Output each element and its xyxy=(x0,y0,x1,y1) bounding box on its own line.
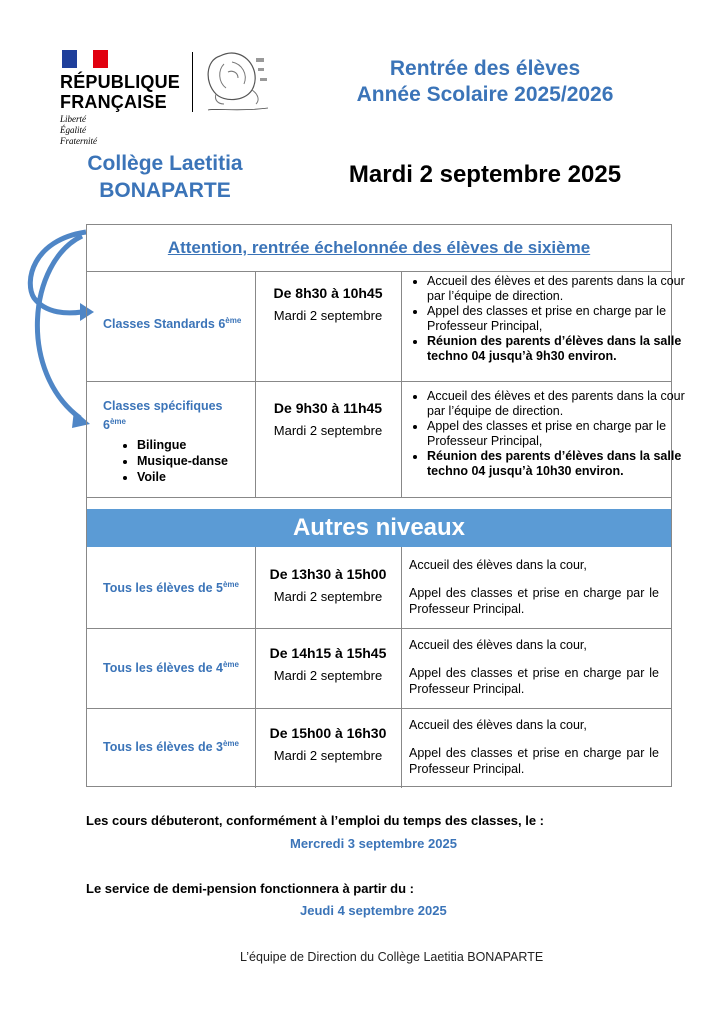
time-slot-5eme: De 13h30 à 15h00 Mardi 2 septembre xyxy=(269,566,387,604)
activities-4eme: Accueil des élèves dans la cour, Appel des classes et prise en charge par le Professeur Principal. xyxy=(409,638,659,696)
list-item: • Musique-danse xyxy=(137,453,228,469)
autres-niveaux-heading: Autres niveaux xyxy=(87,509,671,547)
row-divider xyxy=(87,497,671,498)
signature: L’équipe de Direction du Collège Laetitia BONAPARTE xyxy=(240,950,544,964)
list-item: • Bilingue xyxy=(137,437,228,453)
column-divider xyxy=(401,547,402,788)
page-title: Rentrée des élèves Année Scolaire 2025/2026 xyxy=(356,57,614,106)
demi-pension-text: Le service de demi-pension fonctionnera à partir du : xyxy=(86,881,414,896)
french-flag-logo xyxy=(62,50,108,68)
row-divider xyxy=(87,271,671,272)
time-slot-3eme: De 15h00 à 16h30 Mardi 2 septembre xyxy=(269,725,387,763)
list-item: • Appel des classes et prise en charge par le Professeur Principal, xyxy=(427,304,685,334)
college-emblem-logo xyxy=(198,48,278,116)
row-divider xyxy=(87,628,671,629)
college-name: Collège Laetitia BONAPARTE xyxy=(87,152,243,202)
activities-5eme: Accueil des élèves dans la cour, Appel des classes et prise en charge par le Professeur Principal. xyxy=(409,558,659,616)
list-item: • Accueil des élèves et des parents dans la cour par l’équipe de direction. xyxy=(427,389,685,419)
time-slot-specifiques: De 9h30 à 11h45 Mardi 2 septembre xyxy=(273,400,383,438)
logo-separator xyxy=(192,52,193,112)
list-item: • Voile xyxy=(137,469,228,485)
activities-3eme: Accueil des élèves dans la cour, Appel des classes et prise en charge par le Professeur Principal. xyxy=(409,718,659,776)
column-divider xyxy=(401,271,402,497)
courses-start-text: Les cours débuteront, conformément à l’emploi du temps des classes, le : xyxy=(86,813,545,828)
demi-pension-date: Jeudi 4 septembre 2025 xyxy=(300,903,447,918)
republique-francaise-title: RÉPUBLIQUE FRANÇAISE xyxy=(60,72,181,112)
row-label-standards: Classes Standards 6ème xyxy=(103,316,242,332)
list-item: • Réunion des parents d’élèves dans la salle techno 04 jusqu’à 9h30 environ. xyxy=(427,334,685,364)
rentree-date: Mardi 2 septembre 2025 xyxy=(348,161,622,188)
row-label-specifiques: Classes spécifiques 6ème xyxy=(103,399,223,433)
activities-list-standards xyxy=(409,274,685,364)
time-slot-standards: De 8h30 à 10h45 Mardi 2 septembre xyxy=(273,285,383,323)
sixieme-heading: Attention, rentrée échelonnée des élèves de sixième xyxy=(167,238,591,257)
options-list xyxy=(103,437,228,485)
row-divider xyxy=(87,708,671,709)
schedule-table xyxy=(86,224,685,787)
row-label-3eme: Tous les élèves de 3ème xyxy=(103,739,239,755)
republic-motto: Liberté Égalité Fraternité xyxy=(60,114,97,146)
time-slot-4eme: De 14h15 à 15h45 Mardi 2 septembre xyxy=(269,645,387,683)
row-label-4eme: Tous les élèves de 4ème xyxy=(103,660,239,676)
activities-list-specifiques xyxy=(409,389,685,479)
list-item: • Réunion des parents d’élèves dans la salle techno 04 jusqu’à 10h30 environ. xyxy=(427,449,685,479)
row-label-5eme: Tous les élèves de 5ème xyxy=(103,580,239,596)
row-divider xyxy=(87,381,671,382)
list-item: • Appel des classes et prise en charge par le Professeur Principal, xyxy=(427,419,685,449)
list-item: • Accueil des élèves et des parents dans la cour par l’équipe de direction. xyxy=(427,274,685,304)
courses-start-date: Mercredi 3 septembre 2025 xyxy=(290,836,457,851)
